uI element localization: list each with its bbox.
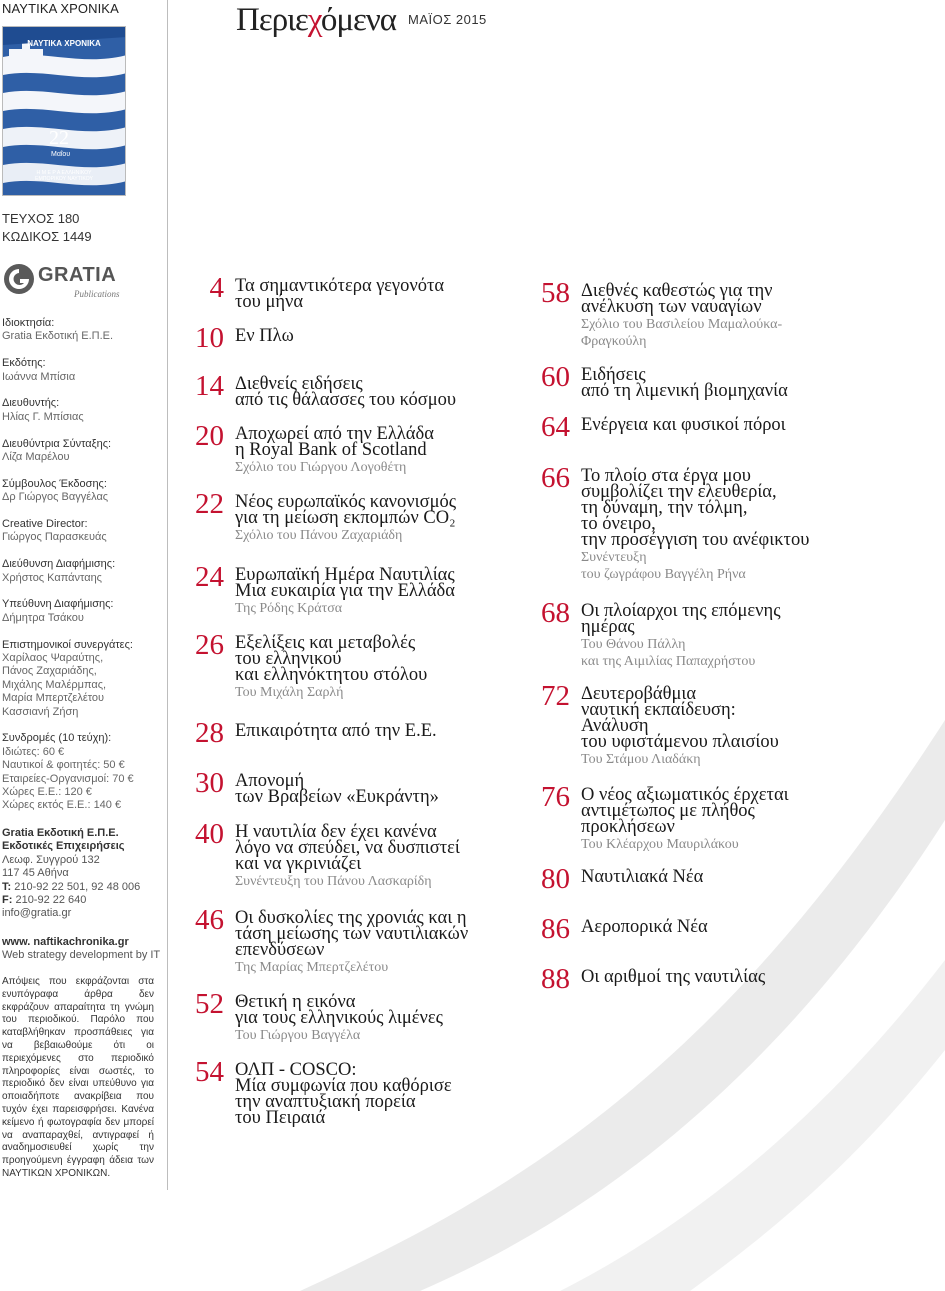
credit-role: Ιδιοκτησία: bbox=[2, 317, 55, 329]
publisher-name-2: Εκδοτικές Επιχειρήσεις bbox=[2, 840, 125, 853]
credits-list bbox=[2, 317, 162, 826]
toc-page-number: 14 bbox=[195, 370, 224, 402]
title-part-2: όμενα bbox=[320, 2, 397, 38]
cover-day: 22 bbox=[49, 127, 69, 149]
toc-title bbox=[235, 567, 510, 599]
toc-title bbox=[235, 773, 510, 805]
toc-page-number: 86 bbox=[541, 913, 570, 945]
toc-title-line: ΟΛΠ - COSCO: bbox=[235, 1060, 357, 1080]
toc-title-line: επενδύσεων bbox=[235, 940, 325, 960]
toc-title-line: του μήνα bbox=[235, 292, 304, 312]
publisher-address-2: 117 45 Αθήνα bbox=[2, 867, 69, 880]
toc-title-line: των Βραβείων «Ευκράντη» bbox=[235, 787, 439, 807]
toc-byline-line: Φραγκούλη bbox=[581, 334, 647, 349]
toc-title bbox=[235, 376, 510, 408]
toc-byline-line: και της Αιμιλίας Παπαχρήστου bbox=[581, 654, 756, 669]
toc-byline bbox=[581, 316, 851, 350]
toc-title-line: ημέρας bbox=[581, 617, 635, 637]
toc-title-line: Ευρωπαϊκή Ημέρα Ναυτιλίας bbox=[235, 565, 455, 585]
toc-title-line: του ελληνικού bbox=[235, 649, 342, 669]
toc-title-line: Απονομή bbox=[235, 771, 305, 791]
toc-title bbox=[235, 824, 510, 872]
credit-block bbox=[2, 518, 162, 545]
toc-byline-line: του ζωγράφου Βαγγέλη Ρήνα bbox=[581, 567, 746, 582]
toc-page-number: 80 bbox=[541, 863, 570, 895]
toc-byline-line: Συνέντευξη του Πάνου Λασκαρίδη bbox=[235, 874, 432, 889]
toc-byline bbox=[235, 459, 505, 476]
credit-name: Χρήστος Καπάνταης bbox=[2, 571, 102, 584]
toc-title bbox=[235, 426, 510, 458]
publisher-tel: 210-92 22 501, 92 48 006 bbox=[14, 880, 141, 893]
credit-role: Υπεύθυνη Διαφήμισης: bbox=[2, 598, 114, 611]
toc-title-line: τάση μείωσης των ναυτιλιακών bbox=[235, 924, 469, 944]
credit-block bbox=[2, 732, 162, 812]
toc-byline-line: Του Κλέαρχου Μαυριλάκου bbox=[581, 837, 739, 852]
toc-byline-line: Του Θάνου Πάλλη bbox=[581, 637, 686, 652]
issue-month: ΜΑΪΟΣ 2015 bbox=[408, 12, 487, 27]
credit-role: Σύμβουλος Έκδοσης: bbox=[2, 477, 107, 490]
toc-title-line: Τα σημαντικότερα γεγονότα bbox=[235, 276, 445, 296]
toc-title-line: Θετική η εικόνα bbox=[235, 992, 356, 1012]
credit-name: Ναυτικοί & φοιτητές: 50 € bbox=[2, 759, 125, 772]
publisher-name: Gratia Εκδοτική Ε.Π.Ε. bbox=[2, 827, 119, 839]
credit-role: Διευθυντής: bbox=[2, 397, 60, 410]
toc-page-number: 24 bbox=[195, 561, 224, 593]
publisher-address-1: Λεωφ. Συγγρού 132 bbox=[2, 853, 100, 866]
toc-title-line: Ο νέος αξιωματικός έρχεται bbox=[581, 785, 789, 805]
credit-block bbox=[2, 397, 162, 424]
credit-role: Επιστημονικοί συνεργάτες: bbox=[2, 638, 133, 651]
credit-block bbox=[2, 478, 162, 505]
toc-page-number: 88 bbox=[541, 963, 570, 995]
credit-name: Ηλίας Γ. Μπίσιας bbox=[2, 410, 84, 423]
toc-title-line: Οι πλοίαρχοι της επόμενης bbox=[581, 601, 781, 621]
toc-title bbox=[235, 723, 510, 739]
toc-title bbox=[235, 494, 510, 526]
publisher-email[interactable]: info@gratia.gr bbox=[2, 907, 72, 920]
toc-byline-line: Της Μαρίας Μπερτζελέτου bbox=[235, 960, 389, 975]
toc-title-line: την αναπτυξιακή πορεία bbox=[235, 1092, 416, 1112]
toc-page-number: 40 bbox=[195, 818, 224, 850]
toc-byline bbox=[235, 684, 505, 701]
toc-title-line: η Royal Bank of Scotland bbox=[235, 440, 427, 460]
toc-title-line: Η ναυτιλία δεν έχει κανένα bbox=[235, 822, 437, 842]
credit-role: Διεύθυνση Διαφήμισης: bbox=[2, 558, 116, 571]
credit-block bbox=[2, 357, 162, 384]
toc-byline bbox=[581, 836, 851, 853]
toc-title-line: ναυτική εκπαίδευση: bbox=[581, 700, 736, 720]
toc-byline bbox=[235, 527, 505, 544]
credit-block bbox=[2, 317, 162, 344]
cover-month: Μαΐου bbox=[51, 151, 71, 158]
credit-name: Ιωάννα Μπίσια bbox=[2, 370, 76, 383]
toc-title-line: του Πειραιά bbox=[235, 1108, 326, 1128]
credit-name: Μιχάλης Μαλέρμπας, bbox=[2, 678, 107, 691]
toc-page-number: 54 bbox=[195, 1056, 224, 1088]
toc-title-line: Επικαιρότητα από την Ε.Ε. bbox=[235, 721, 437, 741]
toc-title bbox=[581, 919, 856, 935]
toc-title-line: για τη μείωση εκπομπών CO₂ bbox=[235, 508, 456, 528]
toc-title-line: Οι αριθμοί της ναυτιλίας bbox=[581, 967, 766, 987]
toc-page-number: 66 bbox=[541, 462, 570, 494]
toc-page-number: 28 bbox=[195, 717, 224, 749]
toc-page-number: 60 bbox=[541, 361, 570, 393]
toc-page-number: 72 bbox=[541, 680, 570, 712]
toc-page-number: 22 bbox=[195, 488, 224, 520]
logo-word: GRATIA bbox=[38, 264, 117, 286]
credit-name: Γιώργος Παρασκευάς bbox=[2, 531, 107, 544]
toc-title bbox=[581, 468, 856, 548]
toc-title-line: Αεροπορικά Νέα bbox=[581, 917, 708, 937]
credit-block bbox=[2, 438, 162, 465]
toc-title-line: και να γκρινιάζει bbox=[235, 854, 362, 874]
toc-title bbox=[235, 278, 510, 310]
title-part-1: Περιε bbox=[236, 2, 308, 38]
credit-block bbox=[2, 558, 162, 585]
credit-name: Μαρία Μπερτζελέτου bbox=[2, 692, 105, 705]
credit-name: Gratia Εκδοτική Ε.Π.Ε. bbox=[2, 330, 114, 343]
cover-title: ΝΑΥΤΙΚΑ ΧΡΟΝΙΚΑ bbox=[27, 39, 101, 48]
web-credit: Web strategy development by IT bbox=[2, 949, 161, 962]
credit-name: Λίζα Μαρέλου bbox=[2, 451, 70, 464]
credit-block bbox=[2, 639, 162, 719]
toc-title-line: Το πλοίο στα έργα μου bbox=[581, 466, 751, 486]
credit-name: Δήμητρα Τσάκου bbox=[2, 611, 84, 624]
toc-title-line: από τη λιμενική βιομηχανία bbox=[581, 381, 788, 401]
page-title bbox=[236, 2, 396, 39]
toc-page-number: 4 bbox=[209, 272, 224, 304]
toc-page-number: 46 bbox=[195, 904, 224, 936]
toc-byline bbox=[235, 1027, 505, 1044]
issue-info bbox=[2, 210, 92, 246]
toc-title bbox=[581, 603, 856, 635]
toc-title-line: Ναυτιλιακά Νέα bbox=[581, 867, 704, 887]
credit-name: Χαρίλαος Ψαραύτης, bbox=[2, 652, 104, 665]
toc-title bbox=[581, 417, 856, 433]
toc-title-line: Εξελίξεις και μεταβολές bbox=[235, 633, 416, 653]
toc-byline-line: Συνέντευξη bbox=[581, 550, 647, 565]
website-link[interactable]: www. naftikachronika.gr bbox=[2, 936, 129, 948]
publisher-fax: 210-92 22 640 bbox=[15, 894, 87, 907]
toc-title bbox=[581, 869, 856, 885]
magazine-name: ΝΑΥΤΙΚΑ ΧΡΟΝΙΚΑ bbox=[2, 1, 119, 16]
toc-byline bbox=[581, 636, 851, 670]
publisher-info bbox=[2, 827, 162, 921]
toc-page-number: 58 bbox=[541, 277, 570, 309]
toc-page-number: 30 bbox=[195, 767, 224, 799]
toc-title-line: για τους ελληνικούς λιμένες bbox=[235, 1008, 443, 1028]
toc-title bbox=[581, 283, 856, 315]
toc-title-line: Νέος ευρωπαϊκός κανονισμός bbox=[235, 492, 457, 512]
toc-title bbox=[581, 367, 856, 399]
sidebar bbox=[0, 0, 168, 1190]
cover-text: Η Μ Ε Ρ Α ΕΛΛΗΝΙΚΟΥ ΕΜΠΟΡΙΚΟΥ ΝΑΥΤΙΚΟΥ bbox=[35, 170, 93, 182]
web-info bbox=[2, 936, 162, 963]
issue-code: ΚΩΔΙΚΟΣ 1449 bbox=[2, 229, 92, 244]
toc-byline bbox=[581, 549, 851, 583]
credit-role: Creative Director: bbox=[2, 518, 88, 531]
tel-label: T: bbox=[2, 880, 12, 893]
toc-title-line: αντιμέτωπος με πλήθος bbox=[581, 801, 755, 821]
toc-title bbox=[235, 994, 510, 1026]
toc-byline bbox=[235, 600, 505, 617]
credit-block bbox=[2, 598, 162, 625]
toc-title-line: Ειδήσεις bbox=[581, 365, 646, 385]
cover-image bbox=[2, 26, 126, 196]
credit-role: Συνδρομές (10 τεύχη): bbox=[2, 732, 112, 745]
credit-name: Χώρες Ε.Ε.: 120 € bbox=[2, 786, 92, 799]
toc-title bbox=[581, 787, 856, 835]
toc-title-line: Μία συμφωνία που καθόρισε bbox=[235, 1076, 452, 1096]
toc-title bbox=[581, 969, 856, 985]
credit-role: Εκδότης: bbox=[2, 357, 46, 370]
toc-title-line: προκλήσεων bbox=[581, 817, 675, 837]
gratia-logo-icon bbox=[2, 262, 36, 296]
toc-page-number: 64 bbox=[541, 411, 570, 443]
toc-title-line: τη δύναμη, την τόλμη, bbox=[581, 498, 748, 518]
toc-title-line: Ενέργεια και φυσικοί πόροι bbox=[581, 415, 786, 435]
credit-role: Διευθύντρια Σύνταξης: bbox=[2, 437, 112, 450]
toc-title-line: ανέλκυση των ναυαγίων bbox=[581, 297, 762, 317]
toc-page-number: 52 bbox=[195, 988, 224, 1020]
fax-label: F: bbox=[2, 894, 13, 907]
toc-title bbox=[235, 1062, 510, 1126]
toc-title-line: Διεθνείς ειδήσεις bbox=[235, 374, 363, 394]
toc-title-line: από τις θάλασσες του κόσμου bbox=[235, 390, 457, 410]
credit-name: Χώρες εκτός Ε.Ε.: 140 € bbox=[2, 799, 122, 812]
toc-title-line: Ανάλυση bbox=[581, 716, 649, 736]
toc-title-line: λόγο να σπεύδει, να δυσπιστεί bbox=[235, 838, 460, 858]
toc-title-line: και ελληνόκτητου στόλου bbox=[235, 665, 428, 685]
toc-title bbox=[235, 910, 510, 958]
toc-title-line: του υφιστάμενου πλαισίου bbox=[581, 732, 779, 752]
toc-byline-line: Σχόλιο του Γιώργου Λογοθέτη bbox=[235, 460, 407, 475]
toc-title-line: το όνειρο, bbox=[581, 514, 656, 534]
toc-byline-line: Του Στάμου Λιαδάκη bbox=[581, 752, 701, 767]
disclaimer-text: Απόψεις που εκφράζονται στα ενυπόγραφα άρθρα δεν εκφράζουν απαραίτητα τη γνώμη του περιοδικού. Παρόλο που καταβλήθηκαν προσπάθειες για να βεβαιωθούμε ότι οι περιεχόμενες στο περιοδικό πληροφορίες είναι σωστές, το περιοδικό δεν είναι υπεύθυνο για οποιαδήποτε ανακρίβεια που τυχόν έχει παρεισφρήσει. Κανένα κείμενο ή φωτογραφία δεν μπορεί να αναπαραχθεί, αντιγραφεί ή αναδημοσιευθεί χωρίς την προηγούμενη έγγραφη άδεια των ΝΑΥΤΙΚΩΝ ΧΡΟΝΙΚΩΝ. bbox=[2, 976, 154, 1179]
toc-byline bbox=[235, 959, 505, 976]
toc-title-line: Μια ευκαιρία για την Ελλάδα bbox=[235, 581, 455, 601]
credit-name: Πάνος Ζαχαριάδης, bbox=[2, 665, 97, 678]
title-accent: χ bbox=[307, 2, 321, 38]
toc-page-number: 26 bbox=[195, 629, 224, 661]
credit-name: Ιδιώτες: 60 € bbox=[2, 745, 65, 758]
toc-title-line: Οι δυσκολίες της χρονιάς και η bbox=[235, 908, 467, 928]
toc-byline-line: Του Γιώργου Βαγγέλα bbox=[235, 1028, 361, 1043]
toc-title-line: την προσέγγιση του ανέφικτου bbox=[581, 530, 810, 550]
toc-title-line: Δευτεροβάθμια bbox=[581, 684, 697, 704]
credit-name: Δρ Γιώργος Βαγγέλας bbox=[2, 491, 109, 504]
toc-page-number: 68 bbox=[541, 597, 570, 629]
toc-byline-line: Του Μιχάλη Σαρλή bbox=[235, 685, 344, 700]
gratia-logo bbox=[2, 262, 132, 302]
toc-title-line: Διεθνές καθεστώς για την bbox=[581, 281, 773, 301]
toc-byline-line: Της Ρόδης Κράτσα bbox=[235, 601, 343, 616]
credit-name: Κασσιανή Ζήση bbox=[2, 705, 79, 718]
toc-title bbox=[235, 635, 510, 683]
toc-byline-line: Σχόλιο του Πάνου Ζαχαριάδη bbox=[235, 528, 403, 543]
toc-title-line: Εν Πλω bbox=[235, 326, 294, 346]
issue-number: ΤΕΥΧΟΣ 180 bbox=[2, 211, 80, 226]
toc-byline bbox=[235, 873, 505, 890]
logo-subtitle: Publications bbox=[74, 289, 120, 299]
toc-page-number: 10 bbox=[195, 322, 224, 354]
toc-page-number: 20 bbox=[195, 420, 224, 452]
toc-title bbox=[581, 686, 856, 750]
toc-title bbox=[235, 328, 510, 344]
toc-page-number: 76 bbox=[541, 781, 570, 813]
toc-byline bbox=[581, 751, 851, 768]
toc-title-line: συμβολίζει την ελευθερία, bbox=[581, 482, 777, 502]
credit-name: Εταιρείες-Οργανισμοί: 70 € bbox=[2, 772, 134, 785]
toc-byline-line: Σχόλιο του Βασιλείου Μαμαλούκα- bbox=[581, 317, 783, 332]
toc-title-line: Αποχωρεί από την Ελλάδα bbox=[235, 424, 434, 444]
